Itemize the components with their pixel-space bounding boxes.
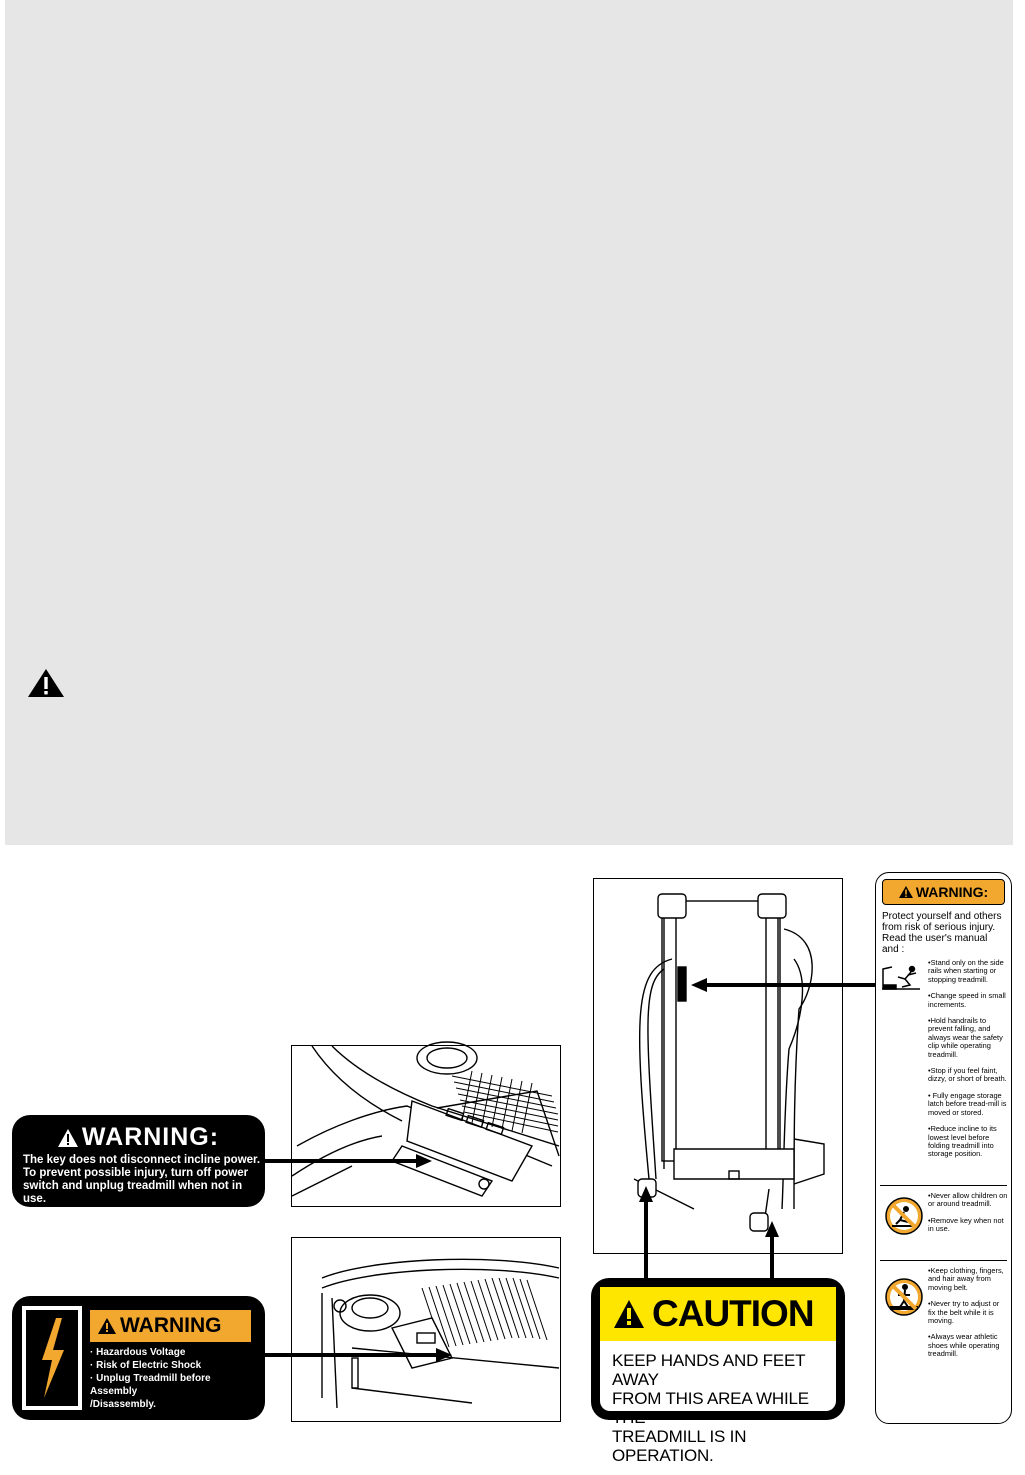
warning-item: •Reduce incline to its lowest level before folding treadmill into storage position.: [928, 1124, 997, 1159]
warning-intro: Protect yourself and others from risk of serious injury. Read the user's manual and :: [882, 911, 1002, 955]
warning-triangle-icon: [614, 1300, 644, 1328]
warning-body: The key does not disconnect incline power. To prevent possible injury, turn off power switch and unplug treadmill when not in use.: [23, 1154, 261, 1205]
warning-triangle-icon: [58, 1129, 78, 1147]
warning-item: •Never try to adjust or fix the belt while it is moving.: [928, 1299, 1000, 1326]
warning-title: [90, 1310, 251, 1342]
warning-items-3: [928, 1267, 1008, 1359]
caution-title: [600, 1287, 836, 1341]
warning-item: •Never allow children on or around treadmill.: [928, 1191, 1008, 1209]
falling-person-icon: [880, 963, 922, 991]
caution-title-text: CAUTION: [652, 1293, 814, 1334]
incline-power-warning-label: [12, 1115, 265, 1207]
warning-items-1: [928, 959, 1008, 1159]
warning-title-text: WARNING:: [81, 1123, 220, 1151]
warning-item: •Remove key when not in use.: [928, 1215, 1004, 1234]
warning-items-2: [928, 1192, 1008, 1234]
warning-item: • Fully engage storage latch before tread-mill is moved or stored.: [928, 1090, 1007, 1117]
caution-body: KEEP HANDS AND FEET AWAY FROM THIS AREA WHILE THE TREADMILL IS IN OPERATION.: [612, 1351, 809, 1465]
warning-item: •Stop if you feel faint, dizzy, or short of breath.: [928, 1066, 1007, 1084]
warning-triangle-icon: [98, 1318, 116, 1334]
warning-item: •Keep clothing, fingers, and hair away from moving belt.: [928, 1266, 1004, 1292]
warning-title-text: WARNING:: [915, 884, 989, 900]
warning-item: •Stand only on the side rails when starting or stopping treadmill.: [928, 958, 1004, 984]
warning-section-2: [876, 1186, 1011, 1260]
voltage-warning-content: [90, 1310, 251, 1411]
lightning-bolt-icon: [22, 1306, 82, 1410]
warning-section-3: [876, 1261, 1011, 1381]
warning-title: [12, 1115, 265, 1152]
warning-body: · Hazardous Voltage · Risk of Electric Shock · Unplug Treadmill before Assembly /Disassembly.: [90, 1347, 211, 1410]
warning-item: •Hold handrails to prevent falling, and always wear the safety clip while operating treadmill.: [928, 1016, 1003, 1059]
treadmill-warning-label: [875, 872, 1012, 1424]
warning-item: •Change speed in small increments.: [928, 991, 1006, 1009]
warning-title: [882, 879, 1005, 905]
moving-belt-hazard-icon: [884, 1277, 924, 1317]
voltage-warning-label: [12, 1296, 265, 1420]
no-children-icon: [884, 1196, 924, 1236]
label-white-strip: [22, 1306, 82, 1410]
warning-triangle-icon: [899, 886, 913, 898]
caution-inner: [600, 1287, 836, 1465]
warning-section-1: [876, 959, 1011, 1185]
caution-label: [591, 1278, 845, 1465]
warning-item: •Always wear athletic shoes while operating treadmill.: [928, 1332, 1000, 1359]
warning-title-text: WARNING: [120, 1314, 222, 1337]
